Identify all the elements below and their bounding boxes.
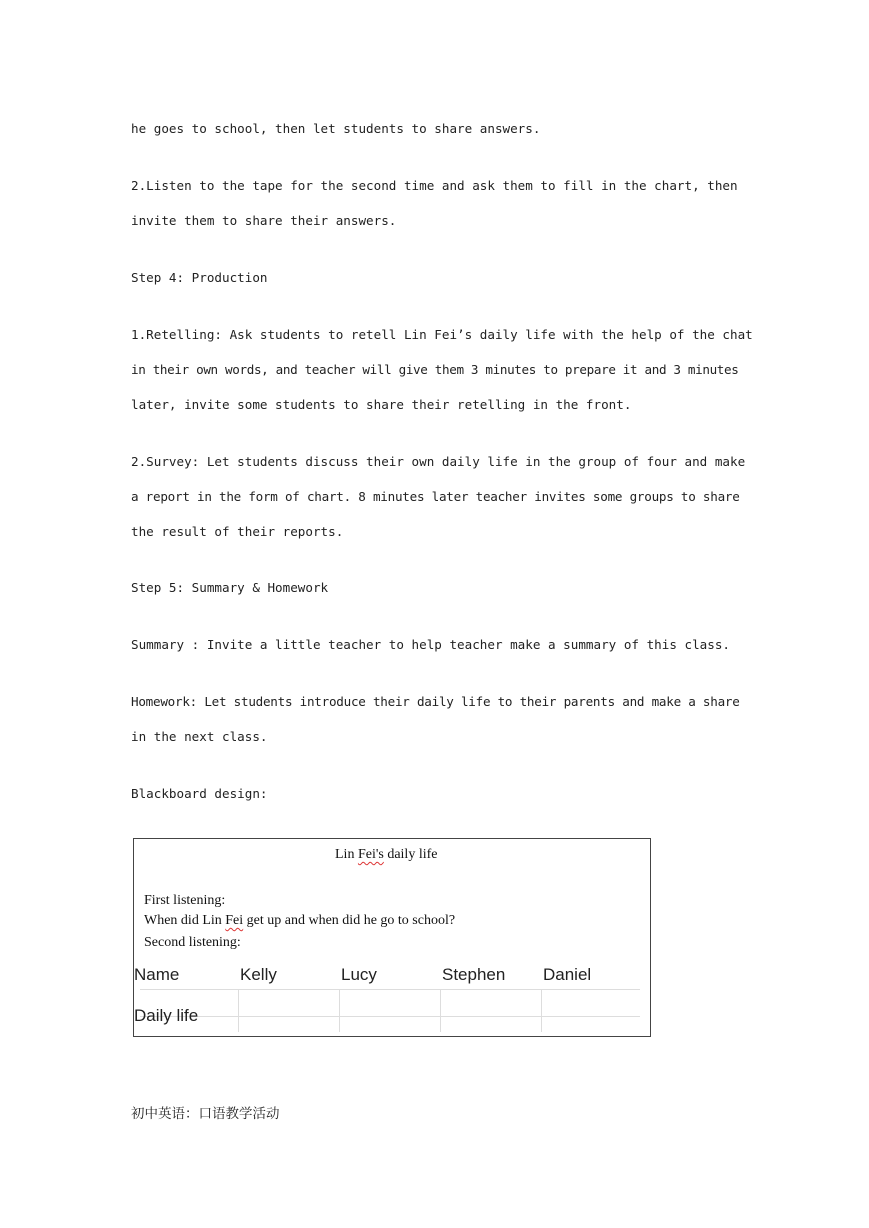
grid-line (440, 989, 441, 1032)
step-5-heading: Step 5: Summary & Homework (131, 580, 329, 595)
paragraph-line-5: 1.Retelling: Ask students to retell Lin Fei’s daily life with the help of the chat (131, 327, 753, 342)
paragraph-line-9: a report in the form of chart. 8 minutes later teacher invites some groups to share (131, 489, 740, 504)
chart-header-daniel: Daniel (543, 965, 592, 984)
blackboard-design-image (133, 838, 651, 1037)
footer-caption: 初中英语：口语教学活动 (131, 1106, 280, 1122)
paragraph-line-2: 2.Listen to the tape for the second time and ask them to fill in the chart, then (131, 178, 738, 193)
paragraph-line-10: the result of their reports. (131, 524, 344, 539)
second-listening-label: Second listening: (144, 935, 241, 950)
first-listening-label: First listening: (144, 893, 226, 908)
first-listening-question: When did Lin Fei get up and when did he go to school? (144, 913, 456, 928)
homework-line-1: Homework: Let students introduce their daily life to their parents and make a share (131, 694, 740, 709)
chart-header-lucy: Lucy (341, 965, 377, 984)
chart-row-daily-life: Daily life (134, 1006, 199, 1025)
grid-line (339, 989, 340, 1032)
grid-line (238, 989, 239, 1032)
paragraph-line-6: in their own words, and teacher will give them 3 minutes to prepare it and 3 minutes (131, 362, 739, 377)
chart-header-name: Name (134, 965, 180, 984)
step-4-heading: Step 4: Production (131, 270, 268, 285)
blackboard-design-label: Blackboard design: (131, 786, 268, 801)
paragraph-line-3: invite them to share their answers. (131, 213, 397, 228)
chart-header-kelly: Kelly (240, 965, 277, 984)
grid-line (140, 989, 640, 990)
grid-line (541, 989, 542, 1032)
homework-line-2: in the next class. (131, 729, 268, 744)
chart-header-stephen: Stephen (442, 965, 506, 984)
paragraph-line-7: later, invite some students to share their retelling in the front. (131, 397, 632, 412)
paragraph-line-8: 2.Survey: Let students discuss their own daily life in the group of four and make (131, 454, 746, 469)
listening-chart (134, 964, 640, 1032)
summary-line: Summary : Invite a little teacher to help teacher make a summary of this class. (131, 637, 730, 652)
paragraph-line-1: he goes to school, then let students to share answers. (131, 121, 541, 136)
blackboard-title: Lin Fei's daily life (335, 847, 438, 862)
